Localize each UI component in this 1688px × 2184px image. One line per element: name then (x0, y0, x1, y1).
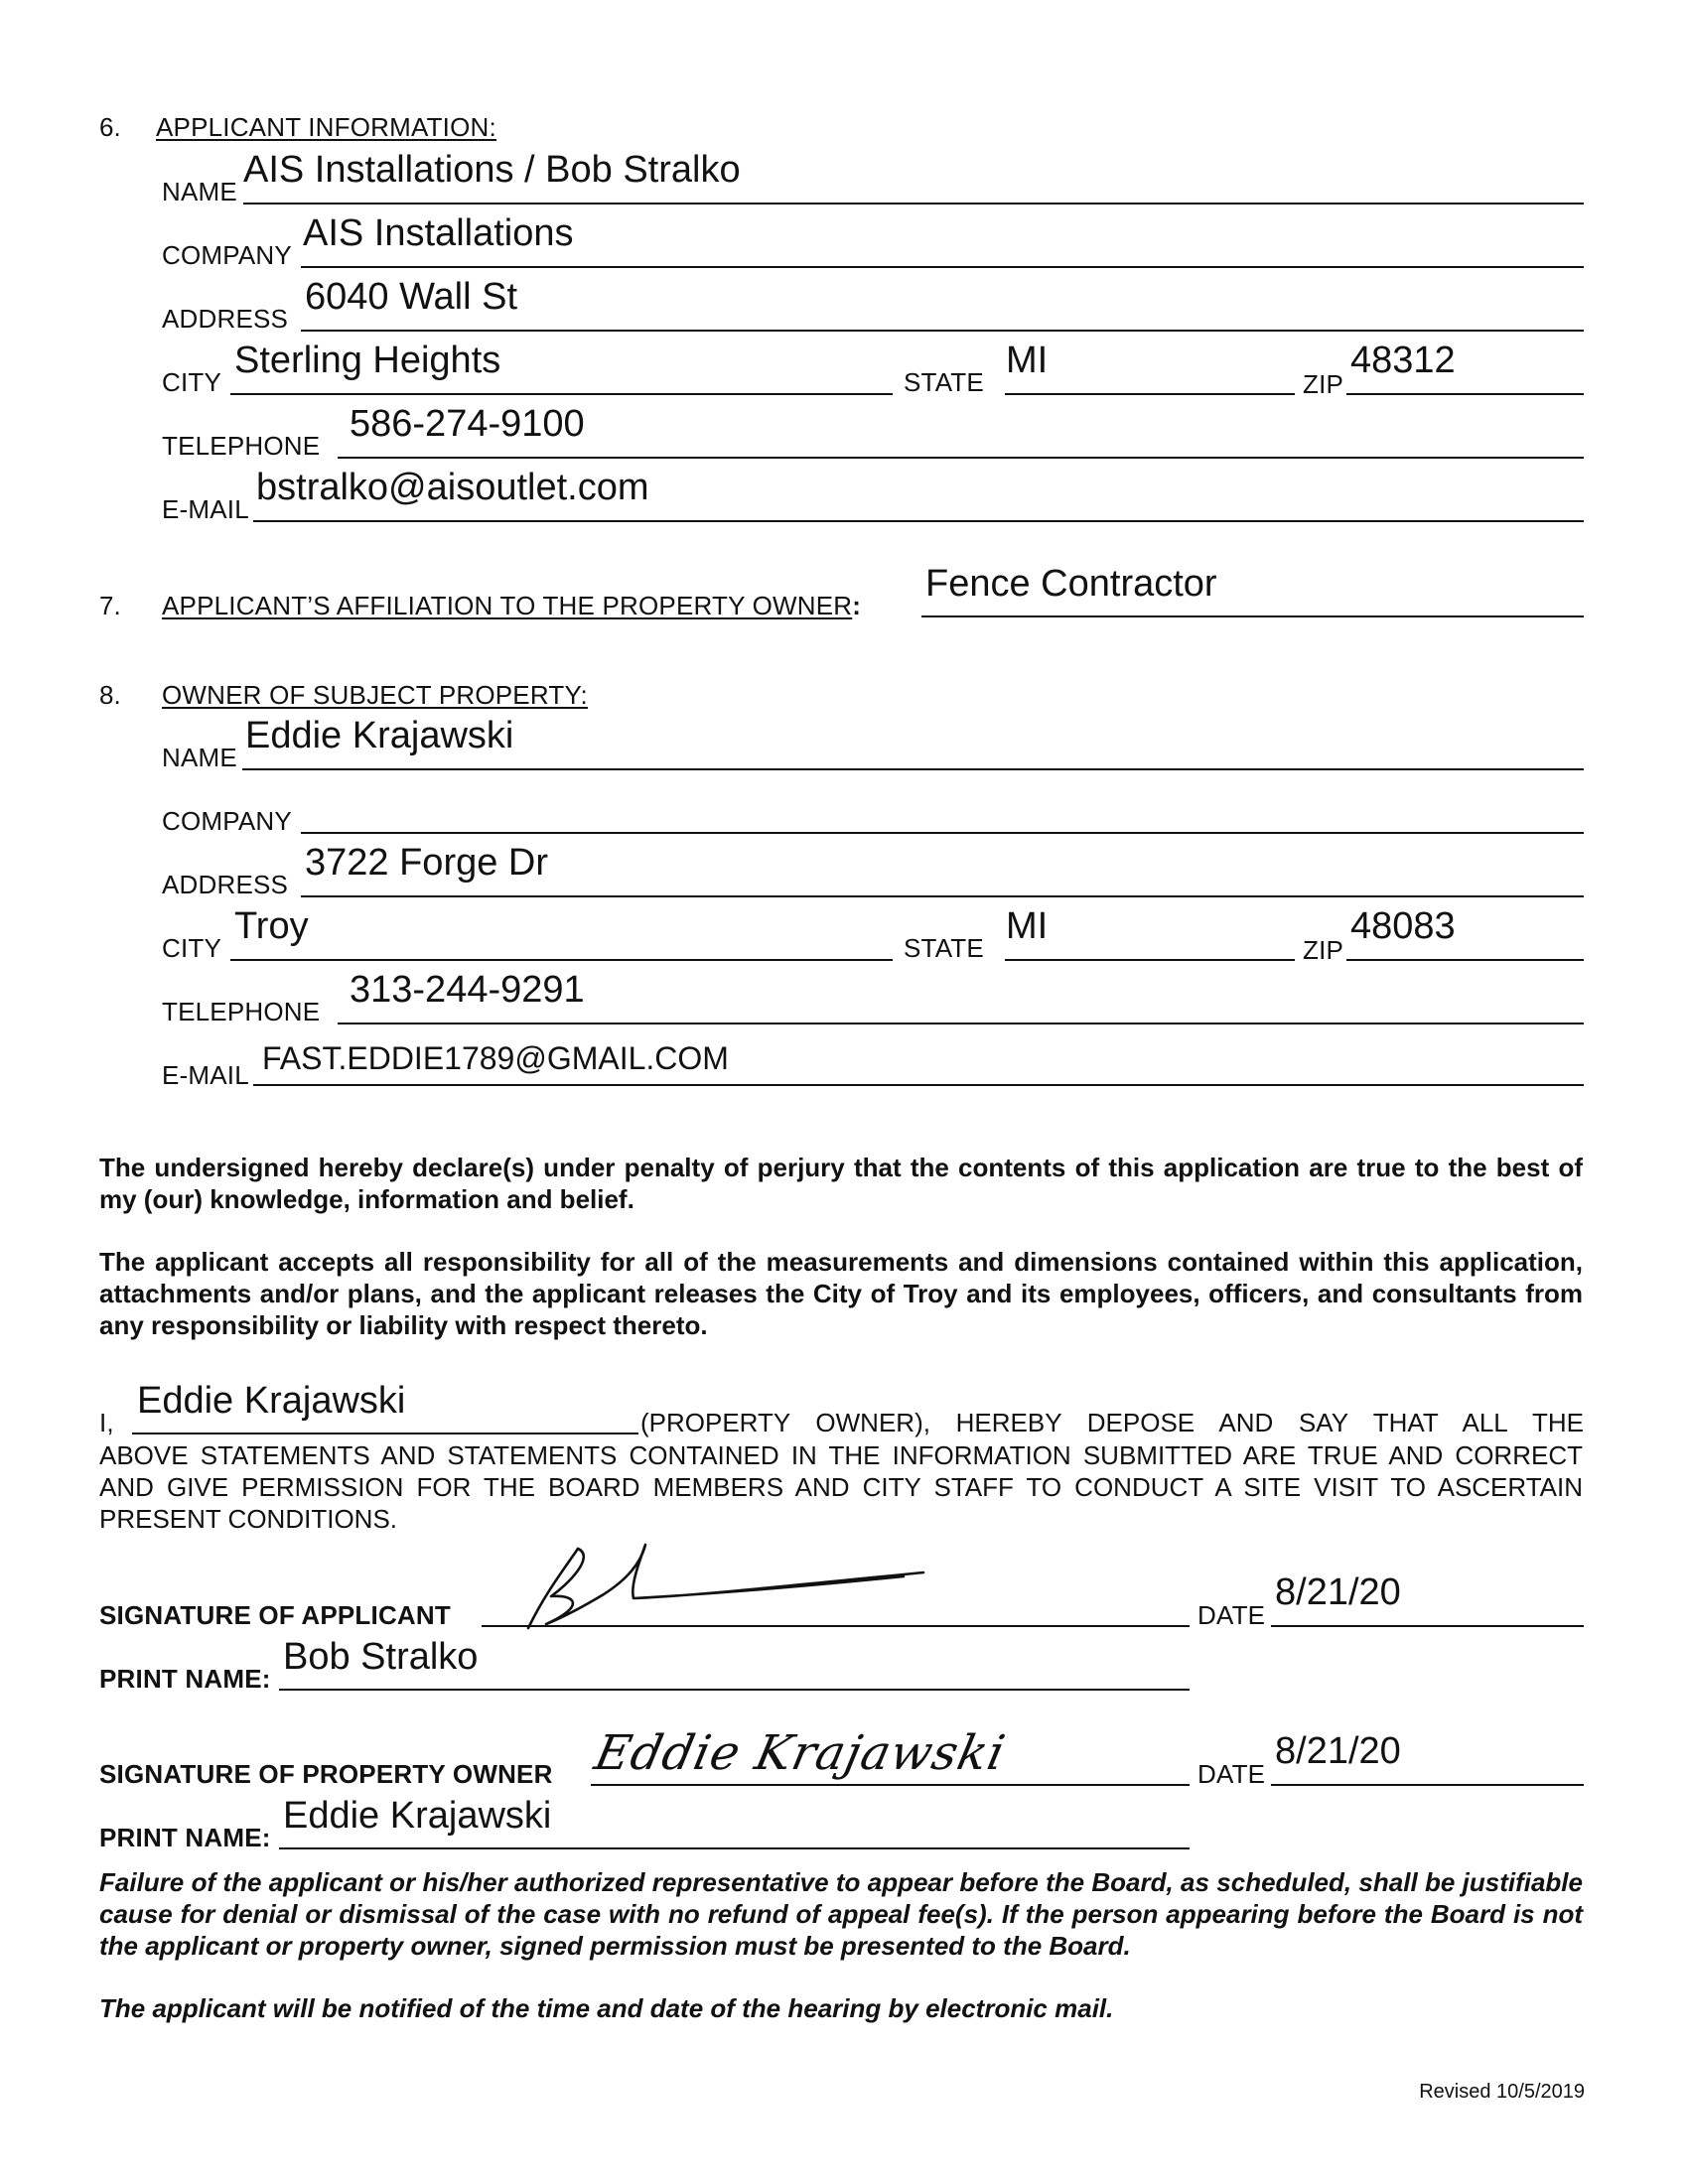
applicant-telephone-field[interactable]: 586-274-9100 (350, 403, 585, 445)
applicant-address-field[interactable]: 6040 Wall St (305, 276, 518, 318)
applicant-company-field[interactable]: AIS Installations (303, 212, 574, 254)
field-line (338, 457, 1584, 459)
field-line (279, 1689, 1190, 1691)
section-heading: OWNER OF SUBJECT PROPERTY: (162, 680, 588, 710)
field-line (301, 832, 1584, 834)
telephone-label: TELEPHONE (162, 431, 321, 461)
responsibility-declaration: The applicant accepts all responsibility for all of the measurements and dimensions contained within this application, attachments and/or plans, and the applicant releases the City of Troy and its employees, officers, and consultants from any responsibility or liability with respect thereto. (99, 1247, 1583, 1340)
owner-signature-image: Eddie Krajawski (590, 1725, 1011, 1781)
field-line (1005, 393, 1295, 395)
field-line (279, 1847, 1190, 1849)
deposition-owner-name-field[interactable]: Eddie Krajawski (137, 1380, 406, 1422)
field-line (301, 330, 1584, 332)
field-line (230, 393, 893, 395)
owner-name-field[interactable]: Eddie Krajawski (245, 715, 514, 756)
field-line (301, 266, 1584, 268)
affiliation-colon: : (852, 591, 862, 620)
email-label: E-MAIL (162, 494, 249, 524)
field-line (1346, 393, 1584, 395)
owner-signature-label: SIGNATURE OF PROPERTY OWNER (99, 1759, 553, 1789)
field-line (921, 615, 1584, 617)
owner-state-field[interactable]: MI (1006, 905, 1049, 947)
revision-date: Revised 10/5/2019 (1419, 2081, 1585, 2103)
print-name-label: PRINT NAME: (99, 1664, 271, 1694)
field-line (1271, 1784, 1584, 1786)
field-line (253, 520, 1584, 522)
date-label: DATE (1197, 1600, 1266, 1630)
owner-city-field[interactable]: Troy (234, 905, 309, 947)
state-label: STATE (904, 933, 984, 963)
perjury-declaration: The undersigned hereby declare(s) under penalty of perjury that the contents of this application are true to the best of my (our) knowledge, information and belief. (99, 1153, 1583, 1214)
affiliation-heading (162, 591, 861, 621)
applicant-zip-field[interactable]: 48312 (1350, 340, 1456, 381)
state-label: STATE (904, 367, 984, 397)
field-line (1005, 959, 1295, 961)
field-line (1271, 1625, 1584, 1627)
applicant-city-field[interactable]: Sterling Heights (234, 340, 501, 381)
city-label: CITY (162, 933, 222, 963)
field-line (230, 959, 893, 961)
field-line (338, 1023, 1584, 1024)
date-label: DATE (1197, 1759, 1266, 1789)
city-label: CITY (162, 367, 222, 397)
notification-notice: The applicant will be notified of the time and date of the hearing by electronic mail. (99, 1993, 1114, 2023)
field-line (243, 203, 1584, 205)
company-label: COMPANY (162, 240, 292, 270)
field-line (591, 1784, 1190, 1786)
name-label: NAME (162, 743, 237, 772)
owner-telephone-field[interactable]: 313-244-9291 (350, 969, 585, 1011)
field-line (301, 895, 1584, 897)
field-line (132, 1433, 638, 1434)
deposition-text-first: (PROPERTY OWNER), HEREBY DEPOSE AND SAY THAT ALL THE (640, 1408, 1584, 1437)
failure-notice: Failure of the applicant or his/her authorized representative to appear before the Board, as scheduled, shall be justifiable cause for denial or dismissal of the case with no refund of appeal fee(s). If the person appearing before the Board is not the applicant or property owner, signed permission must be presented to the Board. (99, 1867, 1583, 1961)
section-number: 7. (99, 591, 121, 620)
deposition-prefix: I, (99, 1408, 114, 1437)
owner-email-field[interactable]: FAST.EDDIE1789@GMAIL.COM (262, 1040, 729, 1076)
applicant-email-field[interactable]: bstralko@aisoutlet.com (256, 467, 649, 508)
applicant-name-field[interactable]: AIS Installations / Bob Stralko (243, 149, 741, 191)
field-line (1346, 959, 1584, 961)
zip-label: ZIP (1303, 369, 1344, 399)
email-label: E-MAIL (162, 1060, 249, 1090)
applicant-signature-label: SIGNATURE OF APPLICANT (99, 1600, 451, 1630)
print-name-label: PRINT NAME: (99, 1823, 271, 1852)
deposition-text-rest: ABOVE STATEMENTS AND STATEMENTS CONTAINED IN THE INFORMATION SUBMITTED ARE TRUE AND CORRECT AND GIVE PERMISSION FOR THE BOARD MEMBERS AND CITY STAFF TO CONDUCT A SITE VISIT TO ASCERTAIN PRESENT CONDITIONS. (99, 1440, 1583, 1534)
applicant-print-name-field[interactable]: Bob Stralko (283, 1636, 479, 1678)
owner-date-field[interactable]: 8/21/20 (1275, 1730, 1401, 1772)
address-label: ADDRESS (162, 870, 289, 899)
owner-address-field[interactable]: 3722 Forge Dr (305, 842, 549, 884)
zip-label: ZIP (1303, 935, 1344, 965)
telephone-label: TELEPHONE (162, 997, 321, 1026)
section-number: 8. (99, 680, 121, 710)
affiliation-heading-text: APPLICANT’S AFFILIATION TO THE PROPERTY OWNER (162, 591, 853, 620)
section-number: 6. (99, 112, 121, 142)
affiliation-field[interactable]: Fence Contractor (925, 563, 1217, 605)
applicant-date-field[interactable]: 8/21/20 (1275, 1571, 1401, 1613)
field-line (242, 768, 1584, 770)
owner-zip-field[interactable]: 48083 (1350, 905, 1456, 947)
applicant-state-field[interactable]: MI (1006, 340, 1049, 381)
name-label: NAME (162, 177, 237, 206)
field-line (253, 1084, 1584, 1086)
section-heading: APPLICANT INFORMATION: (156, 112, 496, 142)
owner-print-name-field[interactable]: Eddie Krajawski (283, 1795, 552, 1837)
applicant-signature-image (506, 1537, 953, 1646)
company-label: COMPANY (162, 806, 292, 836)
address-label: ADDRESS (162, 304, 289, 334)
